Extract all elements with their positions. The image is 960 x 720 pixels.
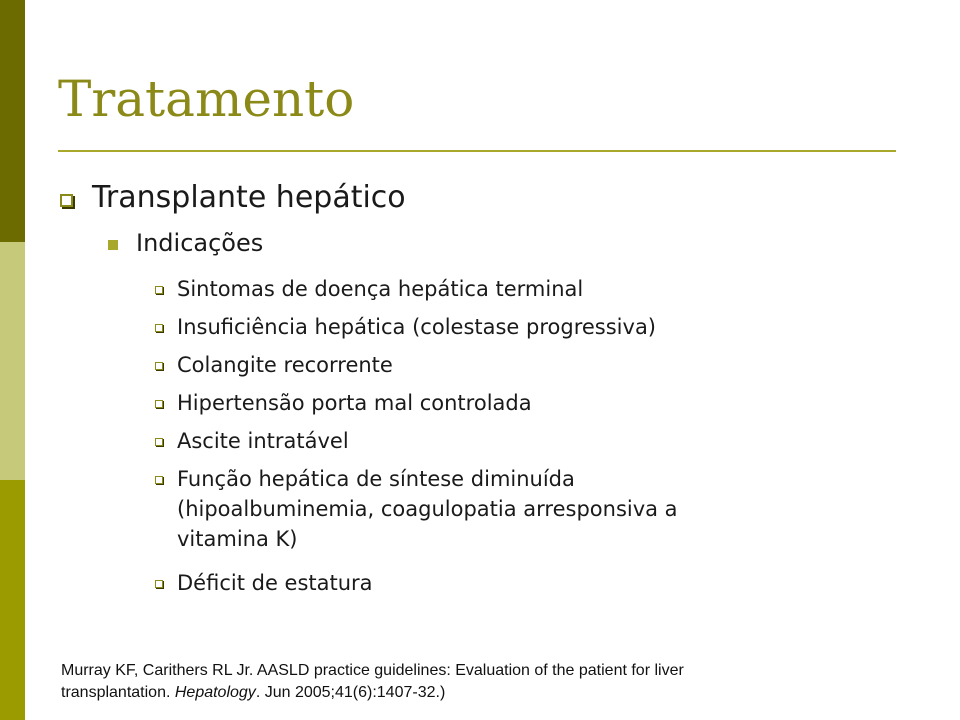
square-bullet-icon	[155, 580, 163, 588]
sidebar-band-middle	[0, 242, 25, 480]
filled-square-bullet-icon	[108, 240, 118, 250]
citation-line1: Murray KF, Carithers RL Jr. AASLD practice guidelines: Evaluation of the patient for liver	[61, 662, 684, 679]
square-bullet-icon	[60, 194, 73, 207]
citation-journal: Hepatology	[174, 684, 256, 701]
list-item-text: Ascite intratável	[177, 429, 349, 453]
list-item-line: vitamina K)	[177, 527, 298, 551]
list-item-text: Insuficiência hepática (colestase progressiva)	[177, 315, 657, 339]
square-bullet-icon	[155, 476, 163, 484]
bullet-level2-text: Indicações	[136, 229, 264, 257]
list-item-text: Déficit de estatura	[177, 571, 373, 595]
list-item-line: Função hepática de síntese diminuída	[177, 467, 575, 491]
list-item-text: Hipertensão porta mal controlada	[177, 391, 532, 415]
citation	[61, 660, 881, 704]
list-item-line: (hipoalbuminemia, coagulopatia arresponsiva a	[177, 497, 678, 521]
list-item-text	[177, 464, 837, 554]
slide-title: Tratamento	[58, 70, 355, 128]
list-item-text: Colangite recorrente	[177, 353, 393, 377]
list-item-text: Sintomas de doença hepática terminal	[177, 277, 584, 301]
title-divider	[58, 150, 896, 152]
decorative-sidebar	[0, 0, 25, 720]
square-bullet-icon	[155, 362, 163, 370]
bullet-level1-text: Transplante hepático	[92, 180, 406, 215]
square-bullet-icon	[155, 438, 163, 446]
sidebar-band-top	[0, 0, 25, 242]
citation-part3: . Jun 2005;41(6):1407-32.)	[255, 684, 446, 701]
square-bullet-icon	[155, 400, 163, 408]
square-bullet-icon	[155, 286, 163, 294]
citation-part2: transplantation.	[61, 684, 171, 701]
square-bullet-icon	[155, 324, 163, 332]
sidebar-band-bottom	[0, 480, 25, 720]
